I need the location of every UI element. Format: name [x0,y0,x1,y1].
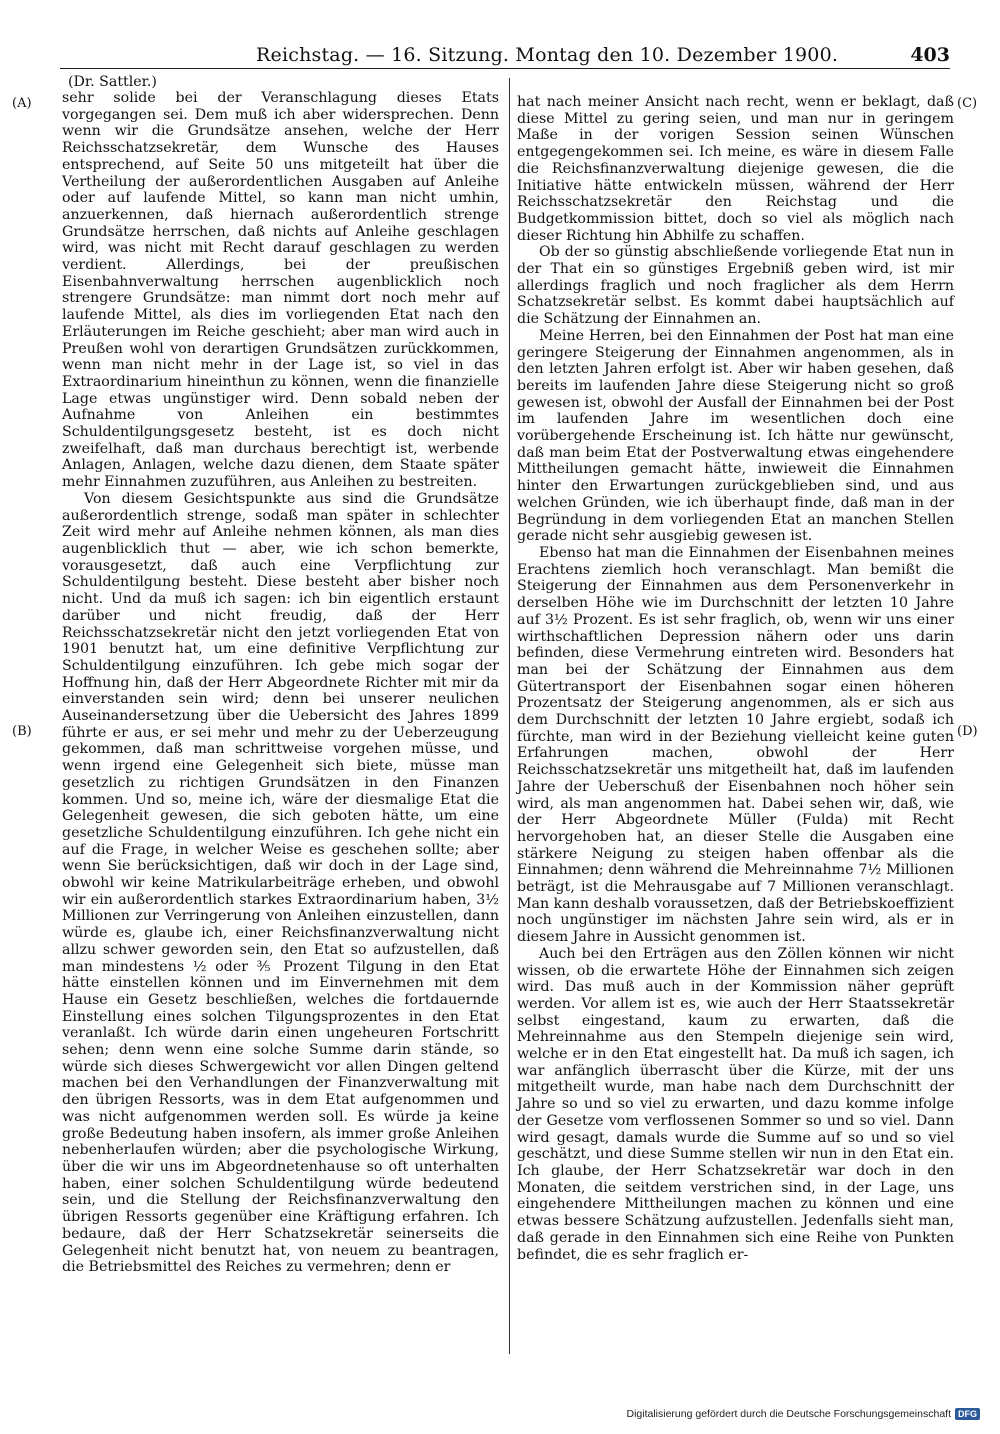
header-rule [60,68,950,69]
dfg-logo: DFG [955,1408,980,1420]
margin-marker-a: (A) [12,96,32,111]
page-header [60,44,950,70]
paragraph: hat nach meiner Ansicht nach recht, wenn er beklagt, daß diese Mittel zu gering seien, und man nur in geringem Maße in der vorigen Session seinen Wünschen entgegengekommen sei. Ich meine, es wäre in diesem Falle die Reichsfinanzverwaltung diejenige gewesen, die die Initiative hätte entwickeln müssen, während der Herr Reichsschatzsekretär den Reichstag und die Budgetkommission bittet, doch so viel als möglich nach dieser Richtung hin Abhilfe zu schaffen. [517,94,954,244]
paragraph: Meine Herren, bei den Einnahmen der Post hat man eine geringere Steigerung der Einnahmen angenommen, als in den letzten Jahren erfolgt ist. Aber wir haben gesehen, daß bereits im laufenden Jahre diese Steigerung nicht so groß gewesen ist, obwohl der Ausfall der Einnahmen bei der Post im laufenden Jahre im wesentlichen doch eine vorübergehende Erscheinung ist. Ich hätte nur gewünscht, daß man beim Etat der Postverwaltung etwas eingehendere Mittheilungen gemacht hätte, inwieweit die Einnahmen hinter den Erwartungen zurückgeblieben sind, und aus welchen Gründen, wie ich überhaupt finde, daß man in der Begründung in dem vorliegenden Etat an manchen Stellen gerade nicht sehr ausgiebig gewesen ist. [517,327,954,545]
speaker-label: (Dr. Sattler.) [68,74,157,90]
column-divider [509,78,510,1354]
footer-text: Digitalisierung gefördert durch die Deutsche Forschungsgemeinschaft [626,1408,951,1420]
margin-marker-d: (D) [957,724,978,739]
paragraph: Auch bei den Erträgen aus den Zöllen können wir nicht wissen, ob die erwartete Höhe der Einnahmen sich zeigen wird. Das muß auch in der Kommission näher geprüft werden. Vor allem ist es, wie auch der Herr Staatssekretär selbst eingestand, kaum zu erwarten, daß die Mehreinnahme aus den Stempeln diejenige sein wird, welche er in den Etat eingestellt hat. Da muß ich sagen, ich war anfänglich überrascht über die Kürze, mit der uns mitgetheilt wurde, man habe nach dem Durchschnitt der Jahre so und so viel zu erwarten, und dazu komme infolge der Gesetze vom verflossenen Sommer so und so viel. Dann wird gesagt, damals wurde die Summe auf so und so viel geschätzt, und diese Summe stellen wir nun in den Etat ein. Ich glaube, der Herr Schatzsekretär war doch in den Monaten, die seitdem verstrichen sind, in der Lage, uns eingehendere Mittheilungen machen zu können und eine etwas bessere Schätzung aufzustellen. Jedenfalls sieht man, daß gerade in den Einnahmen sich eine Reihe von Punkten befindet, die es sehr fraglich er- [517,945,954,1263]
paragraph: Ebenso hat man die Einnahmen der Eisenbahnen meines Erachtens ziemlich hoch veranschlagt. Man bemißt die Steigerung der Einnahmen aus dem Personenverkehr in derselben Höhe wie im Durchschnitt der letzten 10 Jahre auf 3½ Prozent. Es ist sehr fraglich, ob, wenn wir uns einer wirthschaftlichen Depression nähern oder uns darin befinden, diese Vermehrung eintreten wird. Besonders hat man bei der Schätzung der Einnahmen aus dem Gütertransport der Eisenbahnen sogar einen höheren Prozentsatz der Steigerung angenommen, als er sich aus dem Durchschnitt der letzten 10 Jahre ergiebt, sodaß ich fürchte, man wird in der Beziehung vielleicht keine guten Erfahrungen machen, obwohl der Herr Reichsschatzsekretär uns mitgetheilt hat, daß im laufenden Jahre der Ueberschuß der Eisenbahnen noch höher sein wird, als man angenommen hat. Dabei sehen wir, daß, wie der Herr Abgeordnete Müller (Fulda) mit Recht hervorgehoben hat, an dieser Stelle die Ausgaben eine stärkere Neigung zu steigen haben offenbar als die Einnahmen; denn während die Mehreinnahme 7½ Millionen beträgt, ist die Mehrausgabe auf 7 Millionen veranschlagt. Man kann deshalb voraussetzen, daß der Betriebskoeffizient noch ungünstiger im nächsten Jahre sein wird, als er in diesem Jahre in Aussicht genommen ist. [517,544,954,946]
left-column [62,74,499,1276]
page-number: 403 [910,44,950,66]
right-column [517,94,954,1263]
paragraph: Ob der so günstig abschließende vorliegende Etat nun in der That ein so günstiges Ergebniß geben wird, ist mir allerdings fraglich und noch fraglicher als dem Herrn Schatzsekretär selbst. Es kommt dabei hauptsächlich auf die Schätzung der Einnahmen an. [517,244,954,328]
running-title: Reichstag. — 16. Sitzung. Montag den 10. Dezember 1900. [256,44,839,66]
margin-marker-c: (C) [957,96,978,111]
paragraph: sehr solide bei der Veranschlagung dieses Etats vorgegangen sei. Dem muß ich aber widersprechen. Denn wenn wir die Grundsätze ansehen, welche der Herr Reichsschatzsekretär, dem Wunsche des Hauses entsprechend, auf Seite 50 uns mitgeteilt hat über die Vertheilung der außerordentlichen Ausgaben auf Anleihe oder auf laufende Mittel, so kann man nicht umhin, anzuerkennen, daß hiernach außerordentlich strenge Grundsätze herrschen, daß nichts auf Anleihe geschlagen wird, was nicht mit Recht darauf geschlagen zu werden verdient. Allerdings, bei der preußischen Eisenbahnverwaltung herrschen augenblicklich noch strengere Grundsätze: man nimmt dort noch mehr auf laufende Mittel, als dies im vorliegenden Etat nach den Erläuterungen im Reiche geschieht; aber man wird auch in Preußen wohl von derartigen Grundsätzen zurückkommen, wenn man nicht mehr in der Lage ist, so viel in das Extraordinarium hineinthun zu können, wenn die finanzielle Lage etwas ungünstiger wird. Denn sobald neben der Aufnahme von Anleihen ein bestimmtes Schuldentilgungsgesetz besteht, ist es doch nicht zweifelhaft, daß man durchaus berechtigt ist, werbende Anlagen, Anlagen, welche dazu dienen, dem Staate später mehr Einnahmen zuzuführen, aus Anleihen zu bestreiten. [62,90,499,491]
margin-marker-b: (B) [12,724,32,739]
paragraph: Von diesem Gesichtspunkte aus sind die Grundsätze außerordentlich strenge, sodaß man später in schlechter Zeit wird mehr auf Anleihe nehmen können, als man dies augenblicklich thut — aber, wie ich schon bemerkte, vorausgesetzt, daß auch eine Verpflichtung zur Schuldentilgung besteht. Diese besteht aber bisher noch nicht. Und da muß ich sagen: ich bin eigentlich erstaunt darüber und nicht freudig, daß der Herr Reichsschatzsekretär nicht den jetzt vorliegenden Etat von 1901 benutzt hat, um eine definitive Verpflichtung zur Schuldentilgung einzuführen. Ich gebe mich sogar der Hoffnung hin, daß der Herr Abgeordnete Richter mit mir da einverstanden sein wird; denn bei unserer neulichen Auseinandersetzung über die Uebersicht des Jahres 1899 führte er aus, er sei mehr und mehr zu der Ueberzeugung gekommen, daß man schrittweise vorgehen müsse, und wenn irgend eine Gelegenheit sich biete, müsse man gesetzlich zu richtigen Grundsätzen in den Finanzen kommen. Und so, meine ich, wäre der diesmalige Etat die Gelegenheit gewesen, die sich geboten hätte, um eine gesetzliche Schuldentilgung einzuführen. Ich gehe nicht ein auf die Frage, in welcher Weise es geschehen sollte; aber wenn Sie berücksichtigen, daß wir doch in der Lage sind, obwohl wir keine Matrikularbeiträge erheben, und obwohl wir ein außerordentlich starkes Extraordinarium haben, 3½ Millionen zur Verringerung von Anleihen einzustellen, dann würde es, glaube ich, einer Reichsfinanzverwaltung nicht allzu schwer geworden sein, den Etat so aufzustellen, daß man mindestens ½ oder ⅗ Prozent Tilgung in den Etat hätte einstellen können und im Einvernehmen mit dem Hause ein Gesetz beschließen, welches die fortdauernde Einstellung eines solchen Tilgungsprozentes in den Etat veranlaßt. Ich würde darin einen ungeheuren Fortschritt sehen; denn wenn eine solche Summe darin stände, so würde sich dieses Schwergewicht vor allen Dingen geltend machen bei den Verhandlungen der Finanzverwaltung mit den übrigen Ressorts, was in dem Etat aufgenommen und was nicht aufgenommen werden soll. Es würde ja keine große Bedeutung haben insofern, als immer große Anleihen nebenherlaufen würden; aber die psychologische Wirkung, über die wir uns im Abgeordnetenhause so oft unterhalten haben, einer solchen Schuldentilgung würde bedeutend sein, und die Stellung der Reichsfinanzverwaltung den übrigen Ressorts gegenüber eine Kräftigung erfahren. Ich bedaure, daß der Herr Schatzsekretär seinerseits die Gelegenheit nicht benutzt hat, von neuem zu beantragen, die Betriebsmittel des Reiches zu vermehren; denn er [62,490,499,1276]
digitization-credit [626,1408,980,1420]
